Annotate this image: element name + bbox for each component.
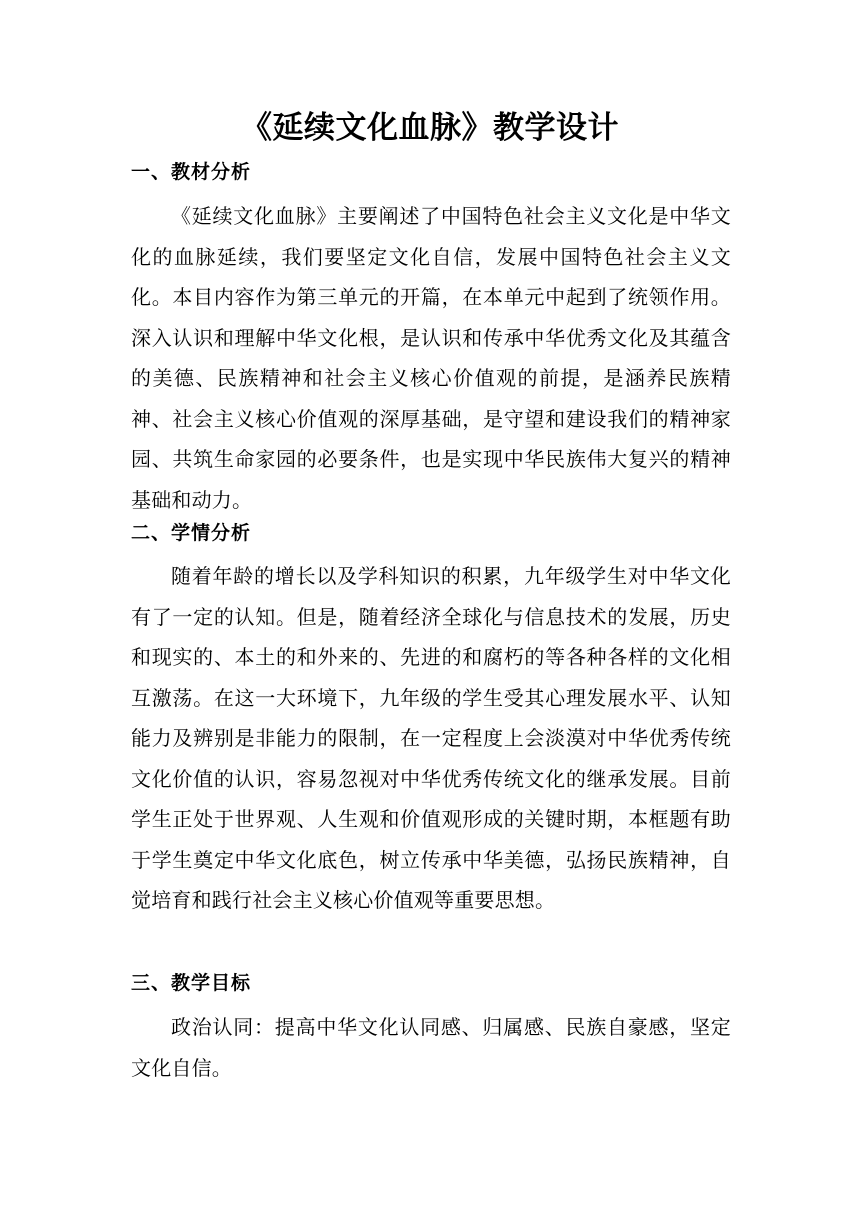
section-heading-textbook-analysis: 一、教材分析 — [131, 161, 252, 183]
section-heading-student-analysis: 二、学情分析 — [131, 522, 252, 544]
section-heading-teaching-goals: 三、教学目标 — [131, 972, 252, 994]
section-paragraph-textbook-analysis: 《延续文化血脉》主要阐述了中国特色社会主义文化是中华文化的血脉延续，我们要坚定文化自信，发展中国特色社会主义文化。本目内容作为第三单元的开篇，在本单元中起到了统领作用。深入认识和理解中华文化根，是认识和传承中华优秀文化及其蕴含的美德、民族精神和社会主义核心价值观的前提，是涵养民族精神、社会主义核心价值观的深厚基础，是守望和建设我们的精神家园、共筑生命家园的必要条件，也是实现中华民族伟大复兴的精神基础和动力。 — [131, 204, 731, 512]
section-paragraph-teaching-goals: 政治认同：提高中华文化认同感、归属感、民族自豪感，坚定文化自信。 — [131, 1015, 731, 1080]
document-title: 《延续文化血脉》教学设计 — [241, 110, 619, 146]
section-paragraph-student-analysis: 随着年龄的增长以及学科知识的积累，九年级学生对中华文化有了一定的认知。但是，随着经济全球化与信息技术的发展，历史和现实的、本土的和外来的、先进的和腐朽的等各种各样的文化相互激荡。在这一大环境下，九年级的学生受其心理发展水平、认知能力及辨别是非能力的限制，在一定程度上会淡漠对中华优秀传统文化价值的认识，容易忽视对中华优秀传统文化的继承发展。目前学生正处于世界观、人生观和价值观形成的关键时期，本框题有助于学生奠定中华文化底色，树立传承中华美德，弘扬民族精神，自觉培育和践行社会主义核心价值观等重要思想。 — [131, 564, 731, 912]
